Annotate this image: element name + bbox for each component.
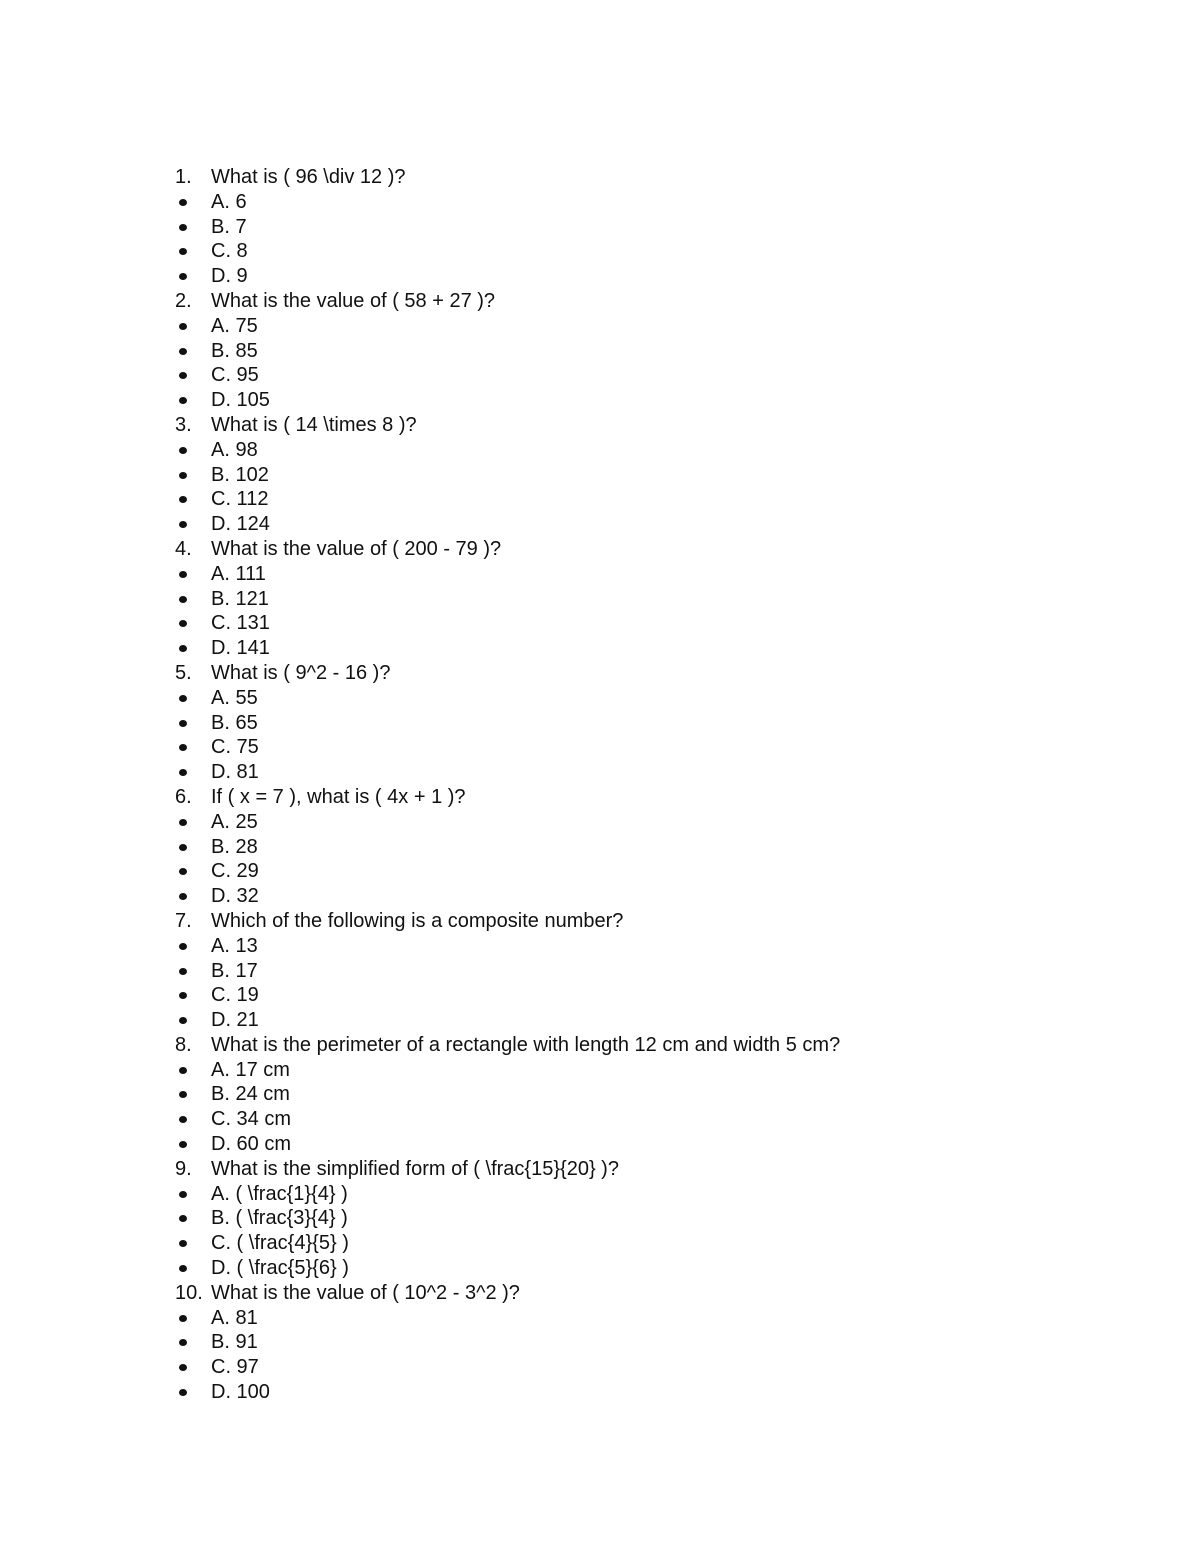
option-row xyxy=(175,1058,1175,1083)
question-number: 4. xyxy=(175,537,192,560)
option-text: C. 112 xyxy=(211,488,269,511)
quiz-document xyxy=(175,165,1175,1405)
option-text: B. 17 xyxy=(211,959,258,982)
option-row xyxy=(175,487,1175,512)
question-text: If ( x = 7 ), what is ( 4x + 1 )? xyxy=(211,785,466,808)
option-text: B. ( \frac{3}{4} ) xyxy=(211,1207,348,1230)
bullet-icon xyxy=(179,968,187,975)
question-row xyxy=(175,1157,1175,1182)
bullet-icon xyxy=(179,769,187,776)
option-text: A. 6 xyxy=(211,190,247,213)
option-text: D. 124 xyxy=(211,513,270,536)
option-text: C. 29 xyxy=(211,860,259,883)
bullet-icon xyxy=(179,496,187,503)
bullet-icon xyxy=(179,1091,187,1098)
option-text: A. 81 xyxy=(211,1306,258,1329)
option-row xyxy=(175,587,1175,612)
bullet-icon xyxy=(179,323,187,330)
option-row xyxy=(175,314,1175,339)
option-row xyxy=(175,1132,1175,1157)
bullet-icon xyxy=(179,1215,187,1222)
question-row xyxy=(175,1281,1175,1306)
bullet-icon xyxy=(179,472,187,479)
option-row xyxy=(175,339,1175,364)
option-text: C. 97 xyxy=(211,1356,259,1379)
question-text: What is the value of ( 10^2 - 3^2 )? xyxy=(211,1281,520,1304)
option-row xyxy=(175,1330,1175,1355)
option-row xyxy=(175,463,1175,488)
question-row xyxy=(175,289,1175,314)
question-text: What is ( 96 \div 12 )? xyxy=(211,166,406,188)
bullet-icon xyxy=(179,273,187,280)
bullet-icon xyxy=(179,372,187,379)
option-text: C. ( \frac{4}{5} ) xyxy=(211,1232,349,1255)
option-row xyxy=(175,512,1175,537)
bullet-icon xyxy=(179,695,187,702)
option-text: A. 17 cm xyxy=(211,1058,290,1081)
option-text: A. 13 xyxy=(211,934,258,957)
option-row xyxy=(175,1206,1175,1231)
bullet-icon xyxy=(179,248,187,255)
question-row xyxy=(175,413,1175,438)
question-row xyxy=(175,909,1175,934)
option-text: B. 91 xyxy=(211,1331,258,1354)
option-text: D. ( \frac{5}{6} ) xyxy=(211,1257,349,1280)
option-row xyxy=(175,1082,1175,1107)
option-row xyxy=(175,636,1175,661)
option-text: D. 32 xyxy=(211,885,259,908)
option-row xyxy=(175,562,1175,587)
option-text: D. 100 xyxy=(211,1381,270,1404)
bullet-icon xyxy=(179,596,187,603)
option-text: C. 34 cm xyxy=(211,1108,292,1131)
option-text: C. 75 xyxy=(211,736,259,759)
option-row xyxy=(175,611,1175,636)
bullet-icon xyxy=(179,521,187,528)
bullet-icon xyxy=(179,1339,187,1346)
bullet-icon xyxy=(179,744,187,751)
option-row xyxy=(175,264,1175,289)
question-row xyxy=(175,1033,1175,1058)
option-row xyxy=(175,686,1175,711)
question-text: What is ( 14 \times 8 )? xyxy=(211,413,417,436)
option-row xyxy=(175,735,1175,760)
question-number: 7. xyxy=(175,909,192,932)
bullet-icon xyxy=(179,1315,187,1322)
option-text: A. 25 xyxy=(211,810,258,833)
bullet-icon xyxy=(179,943,187,950)
bullet-icon xyxy=(179,620,187,627)
option-text: D. 60 cm xyxy=(211,1133,292,1156)
question-row xyxy=(175,661,1175,686)
option-row xyxy=(175,760,1175,785)
option-row xyxy=(175,1306,1175,1331)
bullet-icon xyxy=(179,1067,187,1074)
bullet-icon xyxy=(179,224,187,231)
option-text: B. 65 xyxy=(211,711,258,734)
bullet-icon xyxy=(179,992,187,999)
option-text: A. ( \frac{1}{4} ) xyxy=(211,1182,348,1205)
question-row xyxy=(175,537,1175,562)
option-row xyxy=(175,711,1175,736)
option-row xyxy=(175,1380,1175,1405)
bullet-icon xyxy=(179,1240,187,1247)
bullet-icon xyxy=(179,645,187,652)
bullet-icon xyxy=(179,868,187,875)
option-row xyxy=(175,438,1175,463)
question-text: What is the perimeter of a rectangle with length 12 cm and width 5 cm? xyxy=(211,1033,841,1056)
question-text: What is the value of ( 58 + 27 )? xyxy=(211,289,496,312)
question-text: What is the value of ( 200 - 79 )? xyxy=(211,537,502,560)
option-text: D. 9 xyxy=(211,265,248,288)
option-text: B. 102 xyxy=(211,463,269,486)
option-text: C. 19 xyxy=(211,984,259,1007)
option-row xyxy=(175,190,1175,215)
option-text: B. 24 cm xyxy=(211,1083,290,1106)
option-row xyxy=(175,1008,1175,1033)
question-text: What is ( 9^2 - 16 )? xyxy=(211,661,391,684)
option-text: D. 21 xyxy=(211,1009,259,1032)
bullet-icon xyxy=(179,447,187,454)
option-row xyxy=(175,1256,1175,1281)
option-row xyxy=(175,934,1175,959)
option-text: B. 85 xyxy=(211,339,258,362)
option-row xyxy=(175,215,1175,240)
option-row xyxy=(175,810,1175,835)
question-row xyxy=(175,785,1175,810)
question-row xyxy=(175,165,1175,190)
bullet-icon xyxy=(179,1364,187,1371)
option-text: A. 75 xyxy=(211,314,258,337)
bullet-icon xyxy=(179,819,187,826)
question-number: 2. xyxy=(175,289,192,312)
option-text: C. 8 xyxy=(211,240,248,263)
option-row xyxy=(175,1182,1175,1207)
option-text: A. 55 xyxy=(211,686,258,709)
bullet-icon xyxy=(179,893,187,900)
option-text: A. 111 xyxy=(211,562,266,585)
question-number: 6. xyxy=(175,785,192,808)
question-number: 9. xyxy=(175,1157,192,1180)
option-text: B. 121 xyxy=(211,587,269,610)
bullet-icon xyxy=(179,1017,187,1024)
bullet-icon xyxy=(179,1265,187,1272)
bullet-icon xyxy=(179,397,187,404)
bullet-icon xyxy=(179,571,187,578)
question-number: 5. xyxy=(175,661,192,684)
question-text: What is the simplified form of ( \frac{15}{20} )? xyxy=(211,1157,619,1180)
option-row xyxy=(175,983,1175,1008)
option-row xyxy=(175,1355,1175,1380)
bullet-icon xyxy=(179,720,187,727)
option-row xyxy=(175,1107,1175,1132)
option-row xyxy=(175,388,1175,413)
question-number: 8. xyxy=(175,1033,192,1056)
option-text: D. 105 xyxy=(211,389,270,412)
option-text: C. 131 xyxy=(211,612,270,635)
option-text: A. 98 xyxy=(211,438,258,461)
bullet-icon xyxy=(179,1191,187,1198)
bullet-icon xyxy=(179,199,187,206)
option-row xyxy=(175,1231,1175,1256)
option-text: C. 95 xyxy=(211,364,259,387)
question-number: 10. xyxy=(175,1281,203,1304)
option-row xyxy=(175,959,1175,984)
question-text: Which of the following is a composite number? xyxy=(211,909,624,932)
option-text: B. 7 xyxy=(211,215,247,238)
option-text: D. 141 xyxy=(211,637,270,660)
bullet-icon xyxy=(179,1389,187,1396)
option-row xyxy=(175,835,1175,860)
option-row xyxy=(175,363,1175,388)
bullet-icon xyxy=(179,844,187,851)
question-number: 1. xyxy=(175,166,192,188)
option-text: B. 28 xyxy=(211,835,258,858)
bullet-icon xyxy=(179,1116,187,1123)
option-row xyxy=(175,859,1175,884)
bullet-icon xyxy=(179,348,187,355)
question-number: 3. xyxy=(175,413,192,436)
bullet-icon xyxy=(179,1141,187,1148)
option-row xyxy=(175,884,1175,909)
option-text: D. 81 xyxy=(211,761,259,784)
option-row xyxy=(175,239,1175,264)
